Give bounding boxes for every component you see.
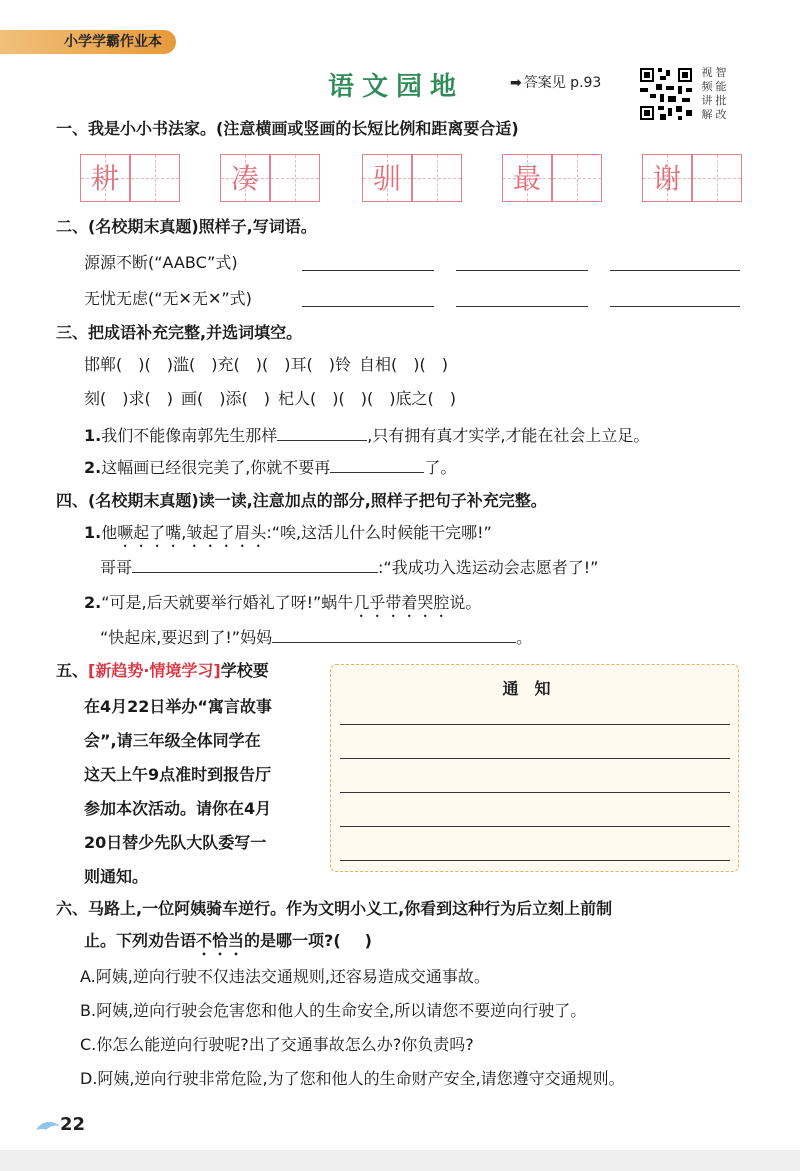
q5-line: 这天上午9点准时到报告厅 xyxy=(84,765,272,784)
option-d[interactable]: D.阿姨,逆向行驶非常危险,为了您和他人的生命财产安全,请您遵守交通规则。 xyxy=(80,1069,625,1088)
calligraphy-box[interactable] xyxy=(270,154,320,202)
option-b[interactable]: B.阿姨,逆向行驶会危害您和他人的生命安全,所以请您不要逆向行驶了。 xyxy=(80,1001,587,1020)
q4-fill-1: 哥哥 :“我成功入选运动会志愿者了!” xyxy=(100,558,599,577)
q4-example-1: 1.他噘起了嘴,皱起了眉头:“唉,这活儿什么时候能干完哪!” xyxy=(84,523,492,542)
calligraphy-box: 谢 xyxy=(642,154,692,202)
q5-line: 在4月22日举办“寓言故事 xyxy=(84,697,272,716)
answer-line[interactable] xyxy=(610,306,740,307)
fill-blank[interactable] xyxy=(272,626,516,643)
q4-title: 四、(名校期末真题)读一读,注意加点的部分,照样子把句子补充完整。 xyxy=(56,491,547,510)
q6-title-line-1: 六、马路上,一位阿姨骑车逆行。作为文明小义工,你看到这种行为后立刻上前制 xyxy=(56,899,613,918)
option-c[interactable]: C.你怎么能逆向行驶呢?出了交通事故怎么办?你负责吗? xyxy=(80,1035,474,1054)
calligraphy-box: 最 xyxy=(502,154,552,202)
q4-example-2: 2.“可是,后天就要举行婚礼了呀!”蜗牛几乎带着哭腔说。 xyxy=(84,593,482,612)
q6-title-line-2: 止。下列劝告语不恰当的是哪一项?( ) xyxy=(84,931,372,950)
page-number: 22 xyxy=(60,1114,86,1135)
q2-title: 二、(名校期末真题)照样子,写词语。 xyxy=(56,217,317,236)
writing-line[interactable] xyxy=(340,724,730,725)
calligraphy-box[interactable] xyxy=(692,154,742,202)
calligraphy-box[interactable] xyxy=(552,154,602,202)
idiom-row-2: 刻( )求( ) 画( )添( ) 杞人( )( )( )底之( ) xyxy=(84,389,456,408)
section-title: 语文园地 xyxy=(328,72,465,102)
q5-heading: 五、[新趋势·情境学习]学校要 xyxy=(56,661,269,680)
bottom-bar xyxy=(0,1150,800,1171)
q2-example-1: 源源不断(“AABC”式) xyxy=(84,253,238,272)
writing-line[interactable] xyxy=(340,860,730,861)
fill-blank[interactable] xyxy=(277,424,367,441)
q3-sentence-1: 1.我们不能像南郭先生那样 ,只有拥有真才实学,才能在社会上立足。 xyxy=(84,426,650,445)
answer-line[interactable] xyxy=(456,306,588,307)
trend-tag: [新趋势·情境学习] xyxy=(88,661,221,680)
series-banner: 小学学霸作业本 xyxy=(0,30,176,54)
calligraphy-box: 凑 xyxy=(220,154,270,202)
option-a[interactable]: A.阿姨,逆向行驶不仅违法交通规则,还容易造成交通事故。 xyxy=(80,967,490,986)
q3-sentence-2: 2.这幅画已经很完美了,你就不要再 了。 xyxy=(84,458,457,477)
fill-blank[interactable] xyxy=(132,556,378,573)
q1-title: 一、我是小小书法家。(注意横画或竖画的长短比例和距离要合适) xyxy=(56,119,519,138)
answer-reference xyxy=(510,72,601,92)
notice-title: 通知 xyxy=(502,679,567,698)
dolphin-icon xyxy=(34,1118,62,1134)
q4-fill-2: “快起床,要迟到了!”妈妈 。 xyxy=(100,628,533,647)
calligraphy-box: 耕 xyxy=(80,154,130,202)
qr-code-icon xyxy=(638,66,694,122)
q5-line: 会”,请三年级全体同学在 xyxy=(84,731,261,750)
qr-caption: 视 智 频 能 讲 批 解 改 xyxy=(701,66,727,121)
answer-ref-text: 答案见 p.93 xyxy=(523,75,602,91)
q3-title: 三、把成语补充完整,并选词填空。 xyxy=(56,323,303,342)
arrow-right-icon: ➡ xyxy=(510,75,522,91)
q5-line: 参加本次活动。请你在4月 xyxy=(84,799,272,818)
answer-line[interactable] xyxy=(610,270,740,271)
writing-line[interactable] xyxy=(340,758,730,759)
answer-line[interactable] xyxy=(302,270,434,271)
q2-example-2: 无忧无虑(“无✕无✕”式) xyxy=(84,289,252,308)
calligraphy-box[interactable] xyxy=(130,154,180,202)
answer-line[interactable] xyxy=(302,306,434,307)
q5-line: 20日替少先队大队委写一 xyxy=(84,833,267,852)
writing-line[interactable] xyxy=(340,792,730,793)
idiom-row-1: 邯郸( )( )滥( )充( )( )耳( )铃 自相( )( ) xyxy=(84,355,448,374)
q5-line: 则通知。 xyxy=(84,867,149,886)
fill-blank[interactable] xyxy=(330,456,424,473)
calligraphy-box[interactable] xyxy=(412,154,462,202)
calligraphy-box: 驯 xyxy=(362,154,412,202)
answer-line[interactable] xyxy=(456,270,588,271)
writing-line[interactable] xyxy=(340,826,730,827)
